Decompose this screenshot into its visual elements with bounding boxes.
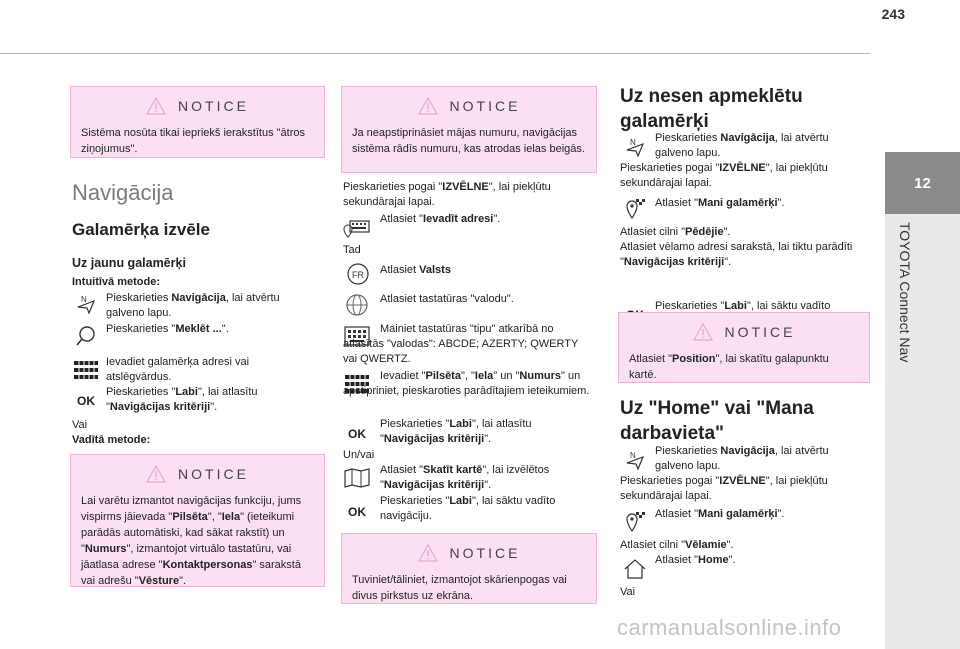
svg-text:N: N [81, 295, 87, 304]
paragraph: Atlasiet cilni "Pēdējie". [620, 226, 731, 238]
ok-icon [73, 389, 99, 413]
step-text: Pieskarieties "Labi", lai atlasītu "Navigācijas kritēriji". [106, 386, 258, 413]
step-text: Pieskarieties Navigācija, lai atvērtu galveno lapu. [106, 292, 280, 319]
notice-box [70, 86, 325, 158]
page-number: 243 [881, 6, 905, 22]
country-icon [345, 262, 371, 286]
warning-icon [418, 97, 438, 115]
paragraph: Pieskarieties pogai "IZVĒLNE", lai piekļūtu sekundārajai lapai. [620, 162, 828, 189]
section-title: Uz "Home" vai "Mana darbavieta" [620, 398, 814, 444]
address-entry-icon [344, 217, 370, 241]
ok-icon [344, 500, 370, 524]
paragraph: Vai [620, 586, 636, 598]
warning-icon [693, 323, 713, 341]
notice-box [618, 312, 870, 383]
svg-text:N: N [630, 138, 636, 147]
paragraph: Tad [343, 244, 361, 256]
language-icon [344, 293, 370, 317]
paragraph: Pieskarieties pogai "IZVĒLNE", lai piekļūtu sekundārajai lapai. [620, 475, 828, 502]
paragraph: Atlasiet cilni "Vēlamie". [620, 539, 734, 551]
method-title: Intuitīvā metode: [72, 276, 161, 288]
ok-icon [344, 422, 370, 446]
notice-header [352, 96, 586, 116]
section-title: Uz nesen apmeklētu galamērķi [620, 86, 803, 132]
paragraph: Un/vai [343, 449, 375, 461]
notice-text: Sistēma nosūta tikai iepriekš ierakstītus "ātros ziņojumus". [81, 127, 305, 155]
paragraph: Pieskarieties Navigācija, lai atvērtu galveno lapu. [655, 132, 829, 159]
section-title: Navigācija [72, 180, 174, 205]
notice-text: Atlasiet "Position", lai skatītu galapunktu kartē. [629, 353, 829, 381]
notice-header [81, 96, 314, 116]
country-code: FR [352, 270, 364, 280]
notice-text: Tuviniet/tāliniet, izmantojot skārienpogas vai divus pirkstus uz ekrāna. [352, 574, 567, 602]
paragraph: Atlasiet vēlamo adresi sarakstā, lai tiktu parādīti "Navigācijas kritēriji". [620, 241, 853, 268]
warning-icon [146, 97, 166, 115]
navigation-icon [622, 135, 648, 159]
ok-label: OK [348, 505, 366, 519]
paragraph: Atlasiet "Ievadīt adresi". [380, 213, 501, 225]
notice-box [70, 454, 325, 587]
paragraph: Atlasiet "Skatīt kartē", lai izvēlētos "Navigācijas kritēriji". [380, 464, 550, 491]
paragraph: Mainiet tastatūras "tipu" atkarībā no atlasītās "valodas": ABCDE; AZERTY; QWERTY vai QWERTZ. [343, 323, 579, 365]
paragraph: Ievadiet "Pilsēta", "Iela" un "Numurs" un apstipriniet, pieskaroties parādītajiem ieteikumiem. [343, 370, 590, 397]
ok-label: OK [348, 427, 366, 441]
map-icon [344, 466, 370, 490]
chapter-tab[interactable] [885, 152, 960, 214]
chapter-title [897, 222, 917, 382]
sub-heading: Uz jaunu galamērķi [72, 256, 186, 270]
svg-text:N: N [630, 451, 636, 460]
watermark: carmanualsonline.info [617, 615, 842, 640]
warning-icon [146, 465, 166, 483]
navigation-icon [73, 292, 99, 316]
notice-header [629, 322, 859, 342]
navigation-icon [622, 448, 648, 472]
paragraph: Pieskarieties pogai "IZVĒLNE", lai piekļūtu sekundārajai lapai. [343, 181, 551, 208]
paragraph: Pieskarieties "Labi", lai atlasītu "Navigācijas kritēriji". [380, 418, 532, 445]
chapter-number: 12 [914, 174, 931, 192]
or-text: Vai [72, 419, 88, 431]
notice-label: NOTICE [178, 466, 249, 482]
chapter-title-text: TOYOTA Connect Nav [897, 222, 913, 363]
notice-label: NOTICE [724, 324, 796, 340]
notice-label: NOTICE [449, 545, 521, 561]
notice-box [341, 86, 597, 173]
ok-label: OK [77, 394, 95, 408]
notice-box [341, 533, 597, 604]
paragraph: Atlasiet tastatūras "valodu". [380, 293, 514, 305]
step-text: Pieskarieties "Meklēt ...". [106, 323, 229, 335]
notice-label: NOTICE [449, 98, 521, 114]
paragraph: Pieskarieties "Labi", lai sāktu vadīto [655, 300, 831, 312]
paragraph: Atlasiet "Mani galamērķi". [655, 508, 785, 520]
subsection-title: Galamērķa izvēle [72, 220, 210, 239]
paragraph: Atlasiet Valsts [380, 264, 451, 276]
warning-icon [418, 544, 438, 562]
notice-text: Lai varētu izmantot navigācijas funkciju, jums vispirms jāievada "Pilsēta", "Iela" (ieteikumi parādās automātiski, kad sākat rakstīt) un "Numurs", izmantojot virtuālo tastatūru, vai jāatlasa adrese "Kontaktpersonas" sarakstā vai adrešu "Vēsture". [81, 495, 302, 587]
paragraph: Pieskarieties Navigācija, lai atvērtu galveno lapu. [655, 445, 829, 472]
paragraph: Pieskarieties "Labi", lai sāktu vadīto navigāciju. [380, 495, 556, 522]
header-rule [0, 53, 870, 54]
keyboard-icon [73, 358, 99, 382]
notice-label: NOTICE [178, 98, 249, 114]
method-title: Vadītā metode: [72, 434, 151, 446]
search-icon [73, 324, 99, 348]
step-text: Ievadiet galamērķa adresi vai atslēgvārdus. [106, 356, 250, 383]
paragraph: Atlasiet "Mani galamērķi". [655, 197, 785, 209]
notice-text: Ja neapstiprināsiet mājas numuru, navigācijas sistēma rādīs numuru, kas atrodas ielas beigās. [352, 127, 585, 155]
notice-header [352, 543, 586, 563]
paragraph: Atlasiet "Home". [655, 554, 736, 566]
home-icon [622, 557, 648, 581]
destination-flag-icon [622, 198, 648, 222]
notice-header [81, 464, 314, 484]
destination-flag-icon [622, 511, 648, 535]
